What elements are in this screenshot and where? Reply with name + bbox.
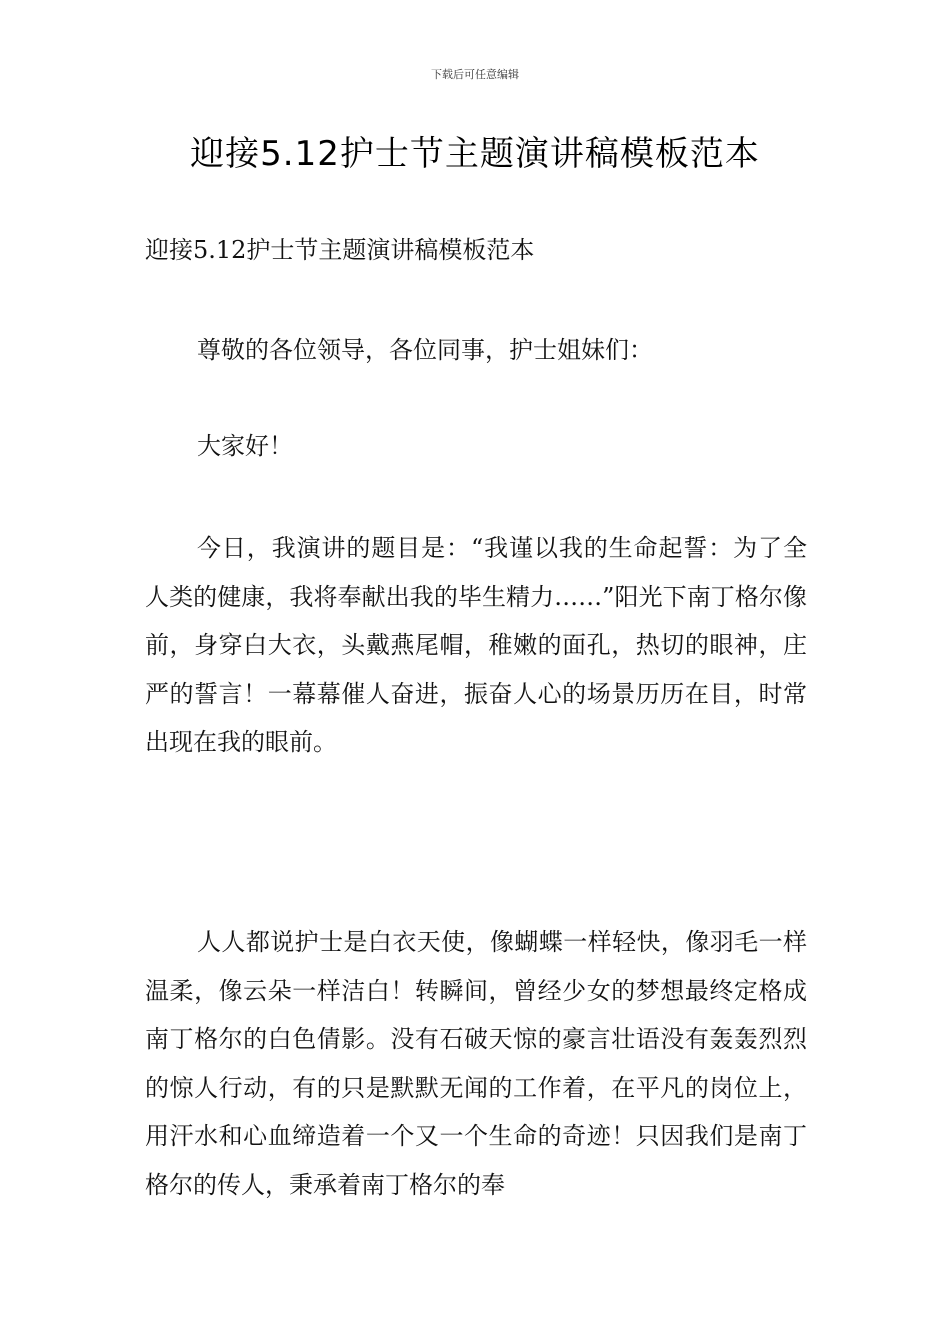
page-title: 迎接5.12护士节主题演讲稿模板范本 (190, 134, 760, 174)
body-paragraph-2: 人人都说护士是白衣天使，像蝴蝶一样轻快，像羽毛一样温柔，像云朵一样洁白！转瞬间，曾经少女的梦想最终定格成南丁格尔的白色倩影。没有石破天惊的豪言壮语没有轰轰烈烈的惊人行动，有的只是默默无闻的工作着，在平凡的岗位上，用汗水和心血缔造着一个又一个生命的奇迹！只因我们是南丁格尔的传人，秉承着南丁格尔的奉 (145, 928, 807, 1199)
header-note: 下载后可任意编辑 (431, 68, 519, 81)
greeting-paragraph: 大家好！ (197, 432, 293, 460)
salutation-paragraph: 尊敬的各位领导，各位同事，护士姐妹们： (197, 336, 653, 364)
body-paragraph-1: 今日，我演讲的题目是：“我谨以我的生命起誓：为了全人类的健康，我将奉献出我的毕生精力……”阳光下南丁格尔像前，身穿白大衣，头戴燕尾帽，稚嫩的面孔，热切的眼神，庄严的誓言！一幕幕催人奋进，振奋人心的场景历历在目，时常出现在我的眼前。 (145, 534, 807, 756)
subtitle: 迎接5.12护士节主题演讲稿模板范本 (145, 236, 535, 264)
